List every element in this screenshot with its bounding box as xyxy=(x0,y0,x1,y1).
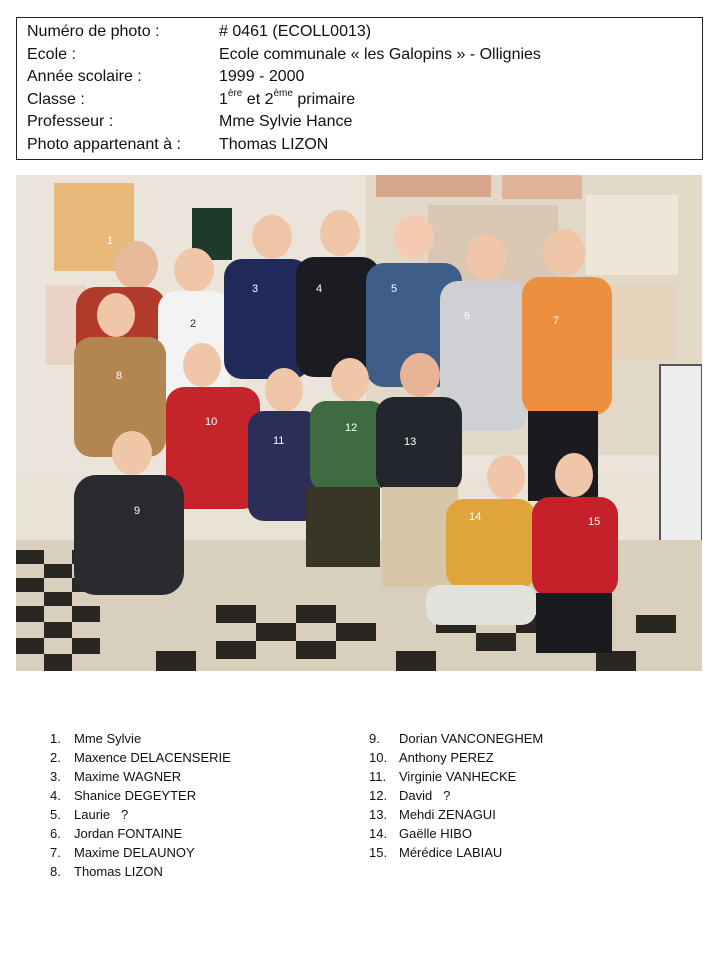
list-name: Maxime WAGNER xyxy=(74,769,182,784)
photo-info-box xyxy=(16,17,703,160)
list-number: 14. xyxy=(369,826,388,841)
list-number: 2. xyxy=(50,750,61,765)
list-name: Maxime DELAUNOY xyxy=(74,845,195,860)
school-year-value: 1999 - 2000 xyxy=(219,68,305,85)
photo-marker: 13 xyxy=(404,436,417,448)
class-grade-2: et 2 xyxy=(242,91,274,108)
list-name: Laurie ? xyxy=(74,807,129,822)
photo-number-label: Numéro de photo : xyxy=(27,23,160,40)
school-label: Ecole : xyxy=(27,46,76,63)
list-number: 5. xyxy=(50,807,61,822)
photo-marker: 7 xyxy=(553,315,560,327)
photo-marker: 14 xyxy=(469,511,482,523)
list-number: 9. xyxy=(369,731,380,746)
list-number: 10. xyxy=(369,750,388,765)
photo-marker: 6 xyxy=(464,310,471,322)
list-number: 15. xyxy=(369,845,388,860)
photo-marker: 15 xyxy=(588,516,601,528)
list-name: Shanice DEGEYTER xyxy=(74,788,197,803)
list-name: Gaëlle HIBO xyxy=(399,826,472,841)
photo-marker: 9 xyxy=(134,505,141,517)
class-photo xyxy=(16,175,702,671)
list-number: 6. xyxy=(50,826,61,841)
class-sup-1: ère xyxy=(227,87,243,99)
list-number: 8. xyxy=(50,864,61,879)
class-photo-illustration xyxy=(16,175,702,671)
list-name: Mérédice LABIAU xyxy=(399,845,503,860)
class-label: Classe : xyxy=(27,91,85,108)
photo-number-value: # 0461 (ECOLL0013) xyxy=(219,23,372,40)
teacher-label: Professeur : xyxy=(27,113,114,130)
class-grade-1: 1 xyxy=(219,91,228,108)
photo-marker: 11 xyxy=(273,435,285,447)
owner-label: Photo appartenant à : xyxy=(27,136,181,153)
school-value: Ecole communale « les Galopins » - Ollignies xyxy=(219,46,541,63)
list-name: Anthony PEREZ xyxy=(399,750,494,765)
teacher-value: Mme Sylvie Hance xyxy=(219,113,353,130)
list-number: 1. xyxy=(50,731,61,746)
class-value xyxy=(219,87,356,110)
list-number: 3. xyxy=(50,769,61,784)
list-number: 11. xyxy=(369,769,387,784)
list-name: David ? xyxy=(399,788,451,803)
photo-marker: 8 xyxy=(116,370,123,382)
list-name: Mehdi ZENAGUI xyxy=(399,807,496,822)
photo-marker: 2 xyxy=(190,318,197,330)
class-sup-2: ème xyxy=(273,87,293,99)
list-name: Jordan FONTAINE xyxy=(74,826,183,841)
owner-value: Thomas LIZON xyxy=(219,136,329,153)
list-number: 4. xyxy=(50,788,61,803)
school-year-label: Année scolaire : xyxy=(27,68,142,85)
photo-marker: 10 xyxy=(205,416,218,428)
list-number: 12. xyxy=(369,788,388,803)
photo-marker: 1 xyxy=(107,235,114,247)
list-name: Mme Sylvie xyxy=(74,731,142,746)
photo-marker: 3 xyxy=(252,283,259,295)
list-name: Dorian VANCONEGHEM xyxy=(399,731,544,746)
photo-marker: 12 xyxy=(345,422,358,434)
list-name: Virginie VANHECKE xyxy=(399,769,517,784)
list-number: 13. xyxy=(369,807,388,822)
photo-marker: 5 xyxy=(391,283,398,295)
list-number: 7. xyxy=(50,845,61,860)
list-name: Maxence DELACENSERIE xyxy=(74,750,231,765)
photo-marker: 4 xyxy=(316,283,323,295)
list-name: Thomas LIZON xyxy=(74,864,163,879)
class-suffix: primaire xyxy=(292,91,356,108)
